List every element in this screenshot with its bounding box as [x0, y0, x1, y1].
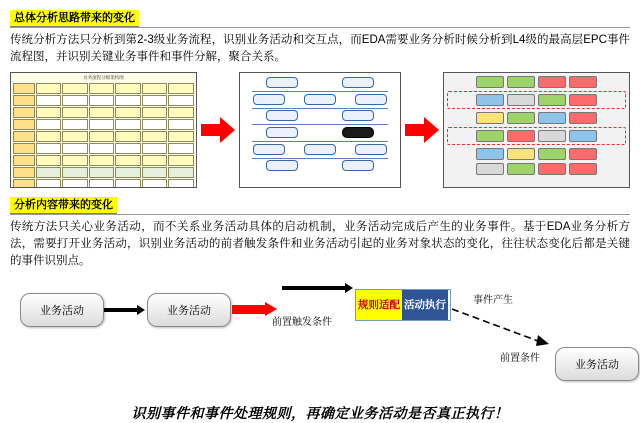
arrow-figure-1-to-2-icon	[201, 117, 235, 143]
section-1-header	[10, 8, 630, 28]
rule-adapt-activity-exec-box	[355, 289, 451, 321]
section-2-heading: 分析内容带来的变化	[10, 197, 117, 214]
rule-adapt-cell: 规则适配	[356, 290, 402, 320]
section-1-paragraph: 传统分析方法只分析到第2-3级业务流程，识别业务活动和交互点，而EDA需要业务分析时候分析到L4级的最高层EPC事件流程图，并识别关键业务事件和事件分解，聚合关系。	[10, 34, 630, 63]
bottom-flow-diagram	[10, 275, 630, 403]
arrow-activity1-to-activity2-icon	[104, 305, 146, 315]
label-pre-trigger-condition: 前置触发条件	[272, 317, 332, 328]
arrow-pre-trigger-icon	[282, 283, 354, 293]
node-business-activity-3: 业务活动	[555, 347, 639, 381]
dashed-arrow-event-to-activity3-icon	[450, 305, 560, 351]
panel-swimlane-flow	[239, 72, 401, 188]
panel-process-architecture	[10, 72, 197, 188]
figure-row	[10, 71, 630, 189]
panel1-title: 业务流程分级架构图	[83, 75, 124, 80]
panel2-inner	[240, 73, 400, 178]
arrow-figure-2-to-3-icon	[405, 117, 439, 143]
conclusion-text: 识别事件和事件处理规则，再确定业务活动是否真正执行！	[131, 405, 509, 421]
node-business-activity-1: 业务活动	[20, 293, 104, 327]
node-business-activity-2: 业务活动	[147, 293, 231, 327]
panel-epc-event-diagram	[443, 72, 630, 188]
label-pre-condition: 前置条件	[500, 353, 540, 364]
panel1-grid	[11, 81, 196, 188]
section-2-header	[10, 195, 630, 215]
panel3-inner	[444, 73, 629, 181]
section-1-heading: 总体分析思路带来的变化	[10, 10, 139, 27]
activity-exec-cell: 活动执行	[402, 290, 448, 320]
label-event-produced: 事件产生	[473, 295, 513, 306]
section-2-paragraph: 传统方法只关心业务活动，而不关系业务活动具体的启动机制，业务活动完成后产生的业务事件。基于EDA业务分析方法，需要打开业务活动，识别业务活动的前者触发条件和业务活动引起的业务对象状态的变化，往往状态变化后都是关键的事件识别点。	[10, 221, 630, 267]
